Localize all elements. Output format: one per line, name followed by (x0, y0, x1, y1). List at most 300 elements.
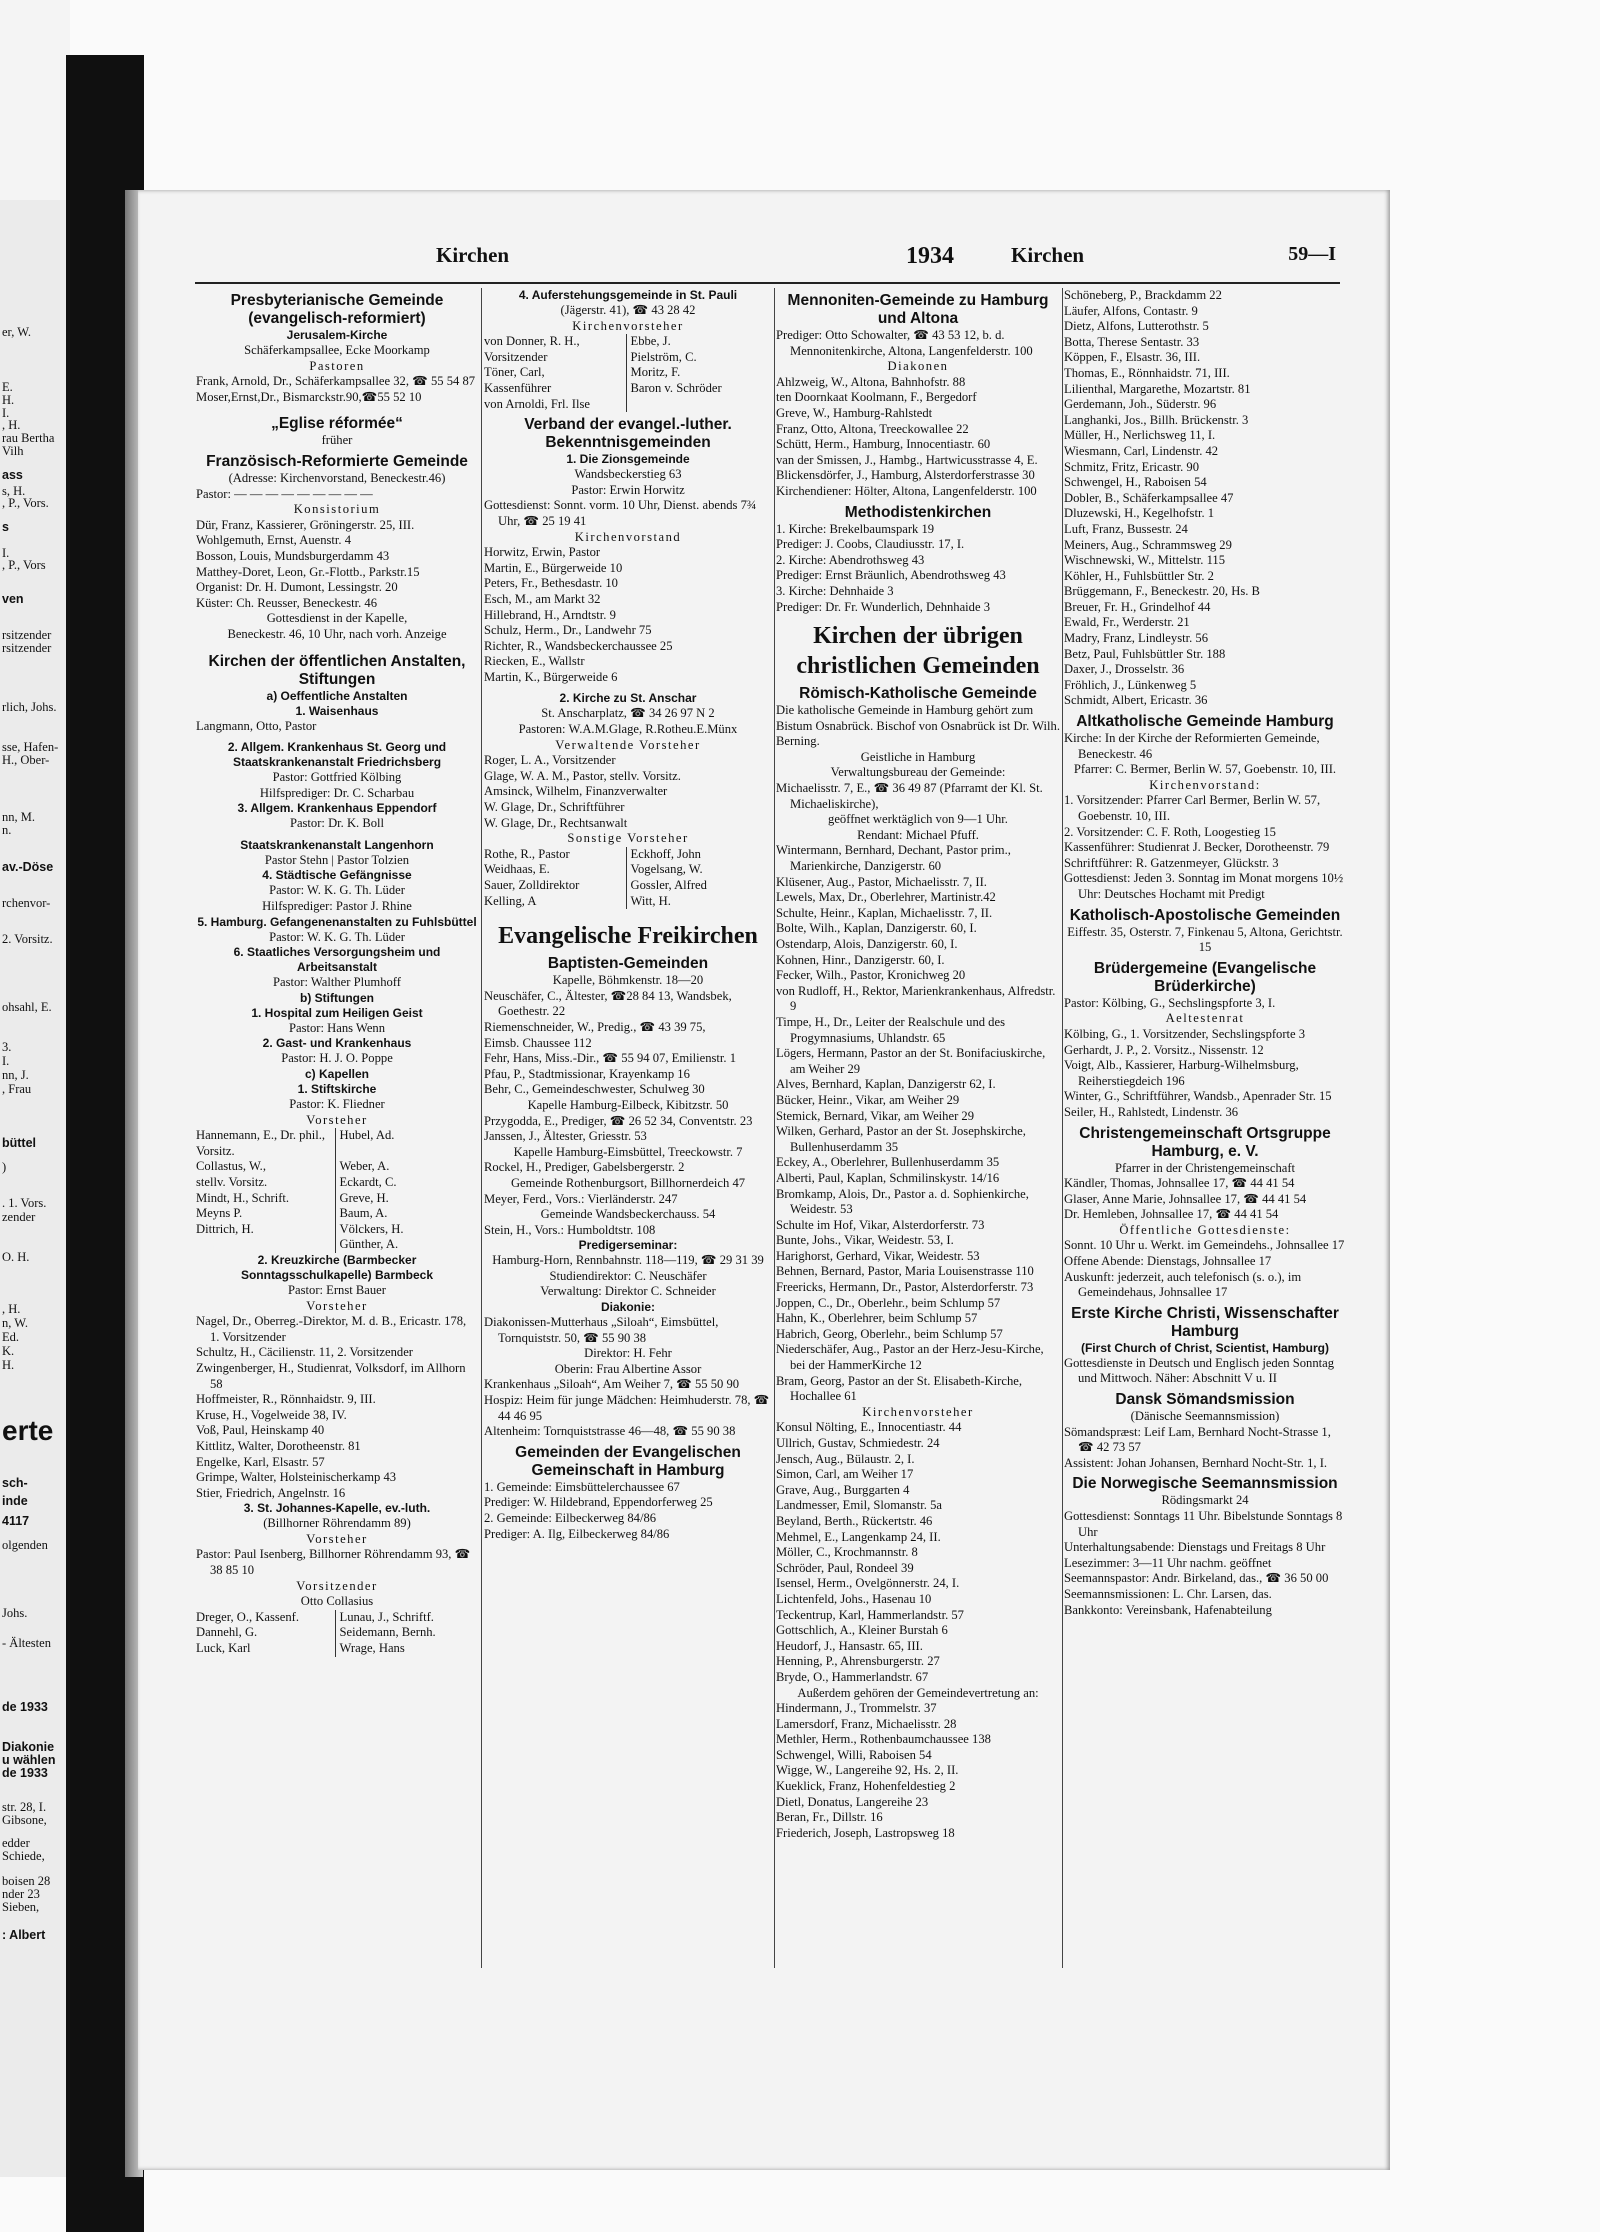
section-heading: Kirchen der übrigen christlichen Gemeinden (796, 623, 1040, 680)
facing-page-text: rsitzender (2, 628, 52, 642)
entry-right: Ebbe, J. (626, 334, 773, 350)
entry-line: Altenheim: Tornquiststrasse 46—48, ☎ 55 90 38 (484, 1424, 736, 1439)
entry-pair-row (196, 1191, 478, 1207)
entry-line: Rödingsmarkt 24 (1161, 1493, 1249, 1508)
entry-pair-row (196, 1128, 478, 1159)
facing-page-text: rsitzender (2, 641, 52, 655)
page-number: 59—I (1288, 243, 1336, 265)
column-divider (1062, 288, 1063, 1968)
entry-left: Töner, Carl, (484, 365, 545, 380)
entry-line: Gottesdienste in Deutsch und Englisch jeden Sonntag und Mittwoch. Näher: Abschnitt V u. II (1064, 1355, 1335, 1386)
entry-line: Sömandspræst: Leif Lam, Bernhard Nocht-Strasse 1, ☎ 42 73 57 (1064, 1424, 1331, 1455)
entry-line: Langmann, Otto, Pastor (196, 718, 317, 733)
entry-line: Methler, Herm., Rothenbaumchaussee 138 (776, 1732, 991, 1747)
entry-line: Glage, W. A. M., Pastor, stellv. Vorsitz. (484, 768, 681, 783)
entry-line: Hamburg-Horn, Rennbahnstr. 118—119, ☎ 29 31 39 (492, 1253, 764, 1268)
entry-line: Peters, Fr., Bethesdastr. 10 (484, 576, 618, 591)
entry-line: Verwaltungsbureau der Gemeinde: (830, 765, 1006, 780)
group-label: Kirchenvorsteher (862, 1404, 974, 1419)
entry-line: Ostendarp, Alois, Danzigerstr. 60, I. (776, 937, 958, 951)
entry-line: Kohnen, Hinr., Danzigerstr. 60, I. (776, 952, 945, 967)
entry-line: Horwitz, Erwin, Pastor (484, 545, 601, 560)
entry-line: Studiendirektor: C. Neuschäfer (549, 1268, 707, 1283)
entry-line: Lesezimmer: 3—11 Uhr nachm. geöffnet (1064, 1555, 1272, 1570)
facing-page-text: n, W. (2, 1316, 29, 1330)
entry-right: Vogelsang, W. (626, 862, 773, 878)
entry-line: Fröhlich, J., Lünkenweg 5 (1064, 677, 1197, 692)
subsection-heading: 1. Die Zionsgemeinde (566, 452, 690, 467)
section-heading: Katholisch-Apostolische Gemeinden (1069, 906, 1341, 924)
group-label: Konsistorium (293, 502, 381, 517)
entry-line: Lichtenfeld, Johs., Hasenau 10 (776, 1591, 932, 1606)
entry-line: Krankenhaus „Siloah“, Am Weiher 7, ☎ 55 50 90 (484, 1377, 740, 1392)
facing-page-text: ) (2, 1160, 7, 1174)
entry-line: Dluzewski, H., Kegelhofstr. 1 (1064, 506, 1215, 521)
entry-line: Voigt, Alb., Kassierer, Harburg-Wilhelmsburg, Reiherstiegdeich 196 (1064, 1058, 1299, 1088)
entry-line: Gottesdienst: Sonntags 11 Uhr. Bibelstunde Sonntags 8 Uhr (1064, 1509, 1343, 1539)
entry-left: Dreger, O., Kassenf. (196, 1609, 300, 1624)
entry-line: Pastor: W. K. G. Th. Lüder (269, 883, 405, 898)
entry-line: 2. Kirche: Abendrothsweg 43 (776, 552, 925, 567)
facing-page-text: , P., Vors (2, 558, 46, 572)
entry-line: Lögers, Hermann, Pastor an der St. Bonifaciuskirche, am Weiher 29 (776, 1046, 1046, 1076)
entry-line: Pastor: Kölbing, G., Sechslingspforte 3, I. (1064, 995, 1276, 1010)
entry-line: Alberti, Paul, Kaplan, Schmilinskystr. 14/16 (776, 1170, 1000, 1185)
entry-line: St. Anscharplatz, ☎ 34 26 97 N 2 (541, 706, 715, 721)
entry-line: Bromkamp, Alois, Dr., Pastor a. d. Sophienkirche, Weidestr. 53 (776, 1186, 1029, 1217)
facing-page-text: rlich, Johs. (2, 700, 57, 714)
entry-right: Moritz, F. (626, 365, 773, 381)
entry-line: Gemeinde Wandsbeckerchauss. 54 (540, 1207, 716, 1222)
facing-page-text: K. (2, 1344, 15, 1358)
entry-line: Schröder, Paul, Rondeel 39 (776, 1560, 914, 1575)
entry-line: Wilken, Gerhard, Pastor an der St. Josephskirche, Bullenhuserdamm 35 (776, 1124, 1026, 1154)
entry-left: Meyns P. (196, 1206, 243, 1221)
entry-line: Die katholische Gemeinde in Hamburg gehört zum Bistum Osnabrück. Bischof von Osnabrück ist Dr. Wilh. Berning. (776, 703, 1060, 749)
entry-line: Läufer, Alfons, Contastr. 9 (1064, 303, 1198, 318)
entry-line: Eimsb. Chaussee 112 (484, 1035, 592, 1050)
facing-page-text: 4117 (2, 1514, 30, 1528)
entry-line: Pastor: Gottfried Kölbing (272, 770, 402, 785)
entry-line: Pastor: Paul Isenberg, Billhorner Röhrendamm 93, ☎ 38 85 10 (196, 1547, 471, 1578)
entry-line: Blickensdörfer, J., Hamburg, Alsterdorferstrasse 30 (776, 468, 1035, 483)
entry-line: Hilfsprediger: Dr. C. Scharbau (259, 785, 415, 800)
entry-pair-row (196, 1222, 478, 1238)
entry-line: Wandsbeckerstieg 63 (574, 467, 682, 482)
entry-line: Landmesser, Emil, Slomanstr. 5a (776, 1498, 942, 1513)
entry-line: Heudorf, J., Hansastr. 65, III. (776, 1638, 923, 1653)
group-label: Öffentliche Gottesdienste: (1119, 1222, 1291, 1237)
entry-line: Beyland, Berth., Rückertstr. 46 (776, 1513, 933, 1528)
entry-left: Kassenführer (484, 380, 552, 395)
entry-pair-row (196, 1641, 478, 1657)
entry-line: Glaser, Anne Marie, Johnsallee 17, ☎ 44 41 54 (1064, 1191, 1307, 1206)
entry-pair-row (196, 1175, 478, 1191)
entry-line: Auskunft: jederzeit, auch telefonisch (s. o.), im Gemeindehaus, Johnsallee 17 (1064, 1269, 1302, 1300)
group-label: Vorsteher (306, 1531, 368, 1546)
entry-line: W. Glage, Dr., Schriftführer (484, 800, 625, 815)
entry-line: Martin, E., Bürgerweide 10 (484, 560, 623, 575)
entry-left: Dannehl, G. (196, 1625, 258, 1640)
entry-line: Pastor: K. Fliedner (289, 1097, 385, 1112)
header-left-title: Kirchen (436, 243, 510, 267)
entry-line: Greve, W., Hamburg-Rahlstedt (776, 405, 933, 420)
column-3 (776, 288, 1060, 1841)
entry-line: Niederschäfer, Aug., Pastor an der Herz-Jesu-Kirche, bei der HammerKirche 12 (776, 1342, 1044, 1373)
entry-line: Wigge, W., Langereihe 92, Hs. 2, II. (776, 1763, 959, 1778)
entry-line: Dietl, Donatus, Langereihe 23 (776, 1794, 929, 1809)
spacer (196, 643, 478, 649)
entry-line: Schöneberg, P., Brackdamm 22 (1064, 288, 1222, 302)
entry-pair-row (484, 350, 772, 366)
entry-line: Ahlzweig, W., Altona, Bahnhofstr. 88 (776, 374, 966, 389)
entry-line: Otto Collasius (300, 1594, 374, 1609)
entry-line: Kapelle, Böhmkenstr. 18—20 (552, 973, 704, 988)
facing-page-text: zender (2, 1210, 36, 1224)
entry-line: Daxer, J., Drosselstr. 36 (1064, 662, 1185, 677)
entry-line: Schmitz, Fritz, Ericastr. 90 (1064, 459, 1200, 474)
group-label: Vorsteher (306, 1112, 368, 1127)
entry-line: Rockel, H., Prediger, Gabelsbergerstr. 2 (484, 1160, 685, 1175)
entry-pair-row (484, 397, 772, 413)
entry-line: Köhler, H., Fuhlsbüttler Str. 2 (1064, 568, 1214, 583)
entry-line: Madry, Franz, Lindleystr. 56 (1064, 631, 1208, 646)
section-heading: „Eglise réformée“ (271, 415, 403, 433)
entry-line: Przygodda, E., Prediger, ☎ 26 52 34, Conventstr. 23 (484, 1113, 753, 1128)
entry-line: Hindermann, J., Trommelstr. 37 (776, 1701, 937, 1716)
facing-page-text: H. (2, 393, 15, 407)
entry-line: Schulz, Herm., Dr., Landwehr 75 (484, 623, 652, 638)
entry-line: Kirchendiener: Hölter, Altona, Langenfelderstr. 100 (776, 483, 1037, 498)
facing-page-text: , H. (2, 418, 21, 432)
subsection-heading: b) Stiftungen (300, 990, 374, 1005)
entry-line: Fecker, Wilh., Pastor, Kronichweg 20 (776, 968, 966, 983)
entry-line: Pastoren: W.A.M.Glage, R.Rotheu.E.Münx (518, 722, 738, 737)
entry-line: Nagel, Dr., Oberreg.-Direktor, M. d. B., Ericastr. 178, 1. Vorsitzender (196, 1314, 467, 1344)
group-label: Sonstige Vorsteher (567, 831, 689, 846)
facing-page-text: ohsahl, E. (2, 1000, 52, 1014)
facing-page-text: büttel (2, 1136, 37, 1150)
facing-page-text: s (2, 520, 9, 534)
entry-line: Wiesmann, Carl, Lindenstr. 42 (1064, 443, 1219, 458)
entry-line: Jensch, Aug., Bülaustr. 2, I. (776, 1451, 915, 1466)
entry-line: von Rudloff, H., Rektor, Marienkrankenhaus, Alfredstr. 9 (776, 983, 1056, 1014)
entry-line: Verwaltung: Direktor C. Schneider (540, 1284, 716, 1299)
entry-pair-row (484, 365, 772, 381)
entry-left: Weidhaas, E. (484, 862, 550, 877)
entry-line: Kölbing, G., 1. Vorsitzender, Sechslingspforte 3 (1064, 1026, 1306, 1041)
column-2 (484, 288, 772, 1542)
entry-line: Isensel, Herm., Ovelgönnerstr. 24, I. (776, 1576, 960, 1591)
section-heading: Verband der evangel.-luther. Bekenntnisgemeinden (524, 416, 732, 452)
facing-page-text: . 1. Vors. (2, 1196, 47, 1210)
entry-line: Michaelisstr. 7, E., ☎ 36 49 87 (Pfarramt der Kl. St. Michaeliskirche), (776, 781, 1043, 811)
facing-page-text: ass (2, 468, 23, 482)
entry-line: Lilienthal, Margarethe, Mozartstr. 81 (1064, 381, 1251, 396)
entry-line: 3. Kirche: Dehnhaide 3 (776, 583, 894, 598)
entry-line: 1. Gemeinde: Eimsbüttelerchaussee 67 (484, 1479, 680, 1494)
entry-line: Stier, Friedrich, Angelnstr. 16 (196, 1485, 346, 1500)
subsection-heading: Jerusalem-Kirche (286, 328, 388, 342)
entry-line: Schulte, Heinr., Kaplan, Michaelisstr. 7, II. (776, 905, 993, 920)
entry-line: Organist: Dr. H. Dumont, Lessingstr. 20 (196, 580, 398, 595)
entry-line: (Billhorner Röhrendamm 89) (263, 1516, 411, 1531)
group-label: Diakonen (887, 359, 949, 374)
entry-line: Hahn, K., Oberlehrer, beim Schlump 57 (776, 1311, 978, 1326)
entry-line: Schultz, H., Cäcilienstr. 11, 2. Vorsitzender (196, 1345, 413, 1360)
facing-page-text: Sieben, (2, 1900, 40, 1914)
entry-line: Wischnewski, W., Mittelstr. 115 (1064, 553, 1225, 568)
subsection-heading: 3. Allgem. Krankenhaus Eppendorf (237, 801, 437, 816)
subsection-heading: 2. Gast- und Krankenhaus (262, 1036, 412, 1051)
facing-page-text: I. (2, 406, 10, 420)
facing-page-text: Schiede, (2, 1849, 45, 1863)
entry-line: Köppen, F., Elsastr. 36, III. (1064, 350, 1201, 365)
header-right-title: Kirchen (1011, 243, 1085, 267)
section-heading: Evangelische Freikirchen (498, 923, 758, 950)
section-heading: Brüdergemeine (Evangelische Brüderkirche) (1093, 959, 1317, 995)
entry-line: Kändler, Thomas, Johnsallee 17, ☎ 44 41 54 (1064, 1176, 1295, 1191)
entry-line: Dr. Hemleben, Johnsallee 17, ☎ 44 41 54 (1064, 1207, 1279, 1222)
column-divider (481, 288, 482, 1968)
entry-left: Vorsitzender (484, 349, 548, 364)
entry-line: Seemannsmissionen: L. Chr. Larsen, das. (1064, 1586, 1272, 1601)
entry-line: Kirche: In der Kirche der Reformierten Gemeinde, Beneckestr. 46 (1064, 731, 1320, 761)
entry-left: von Donner, R. H., (484, 334, 580, 349)
running-header (306, 243, 1336, 277)
facing-page-text: - Ältesten (2, 1636, 51, 1650)
subsection-heading: 1. Hospital zum Heiligen Geist (251, 1005, 423, 1020)
subsection-heading: Diakonie: (600, 1300, 655, 1315)
entry-line: Schwengel, Willi, Raboisen 54 (776, 1747, 932, 1762)
entry-line: Pfarrer in der Christengemeinschaft (1114, 1160, 1296, 1175)
section-heading: Presbyterianische Gemeinde (evangelisch-reformiert) (230, 292, 444, 327)
subsection-heading: 2. Kirche zu St. Anschar (559, 691, 697, 706)
entry-line: Lewels, Max, Dr., Oberlehrer, Martinistr.42 (776, 890, 996, 905)
entry-line: Bram, Georg, Pastor an der St. Elisabeth-Kirche, Hochallee 61 (776, 1373, 1022, 1404)
entry-right: Greve, H. (335, 1191, 479, 1207)
entry-line: Gottesdienst: Jeden 3. Sonntag im Monat morgens 10½ Uhr: Deutsches Hochamt mit Predigt (1064, 871, 1344, 901)
entry-line: Kassenführer: Studienrat J. Becker, Dorotheenstr. 79 (1064, 840, 1330, 855)
entry-line: Hospiz: Heim für junge Mädchen: Heimhuderstr. 78, ☎ 44 46 95 (484, 1393, 770, 1423)
entry-line: Harighorst, Gerhard, Vikar, Weidestr. 53 (776, 1248, 980, 1263)
facing-page-text: edder (2, 1836, 30, 1850)
entry-line: Beran, Fr., Dillstr. 16 (776, 1810, 883, 1825)
entry-line: Esch, M., am Markt 32 (484, 591, 601, 606)
facing-page-text: er, W. (2, 325, 32, 339)
entry-line: Brüggemann, F., Beneckestr. 20, Hs. B (1064, 584, 1260, 599)
entry-line: Bücker, Heinr., Vikar, am Weiher 29 (776, 1092, 960, 1107)
subsection-heading: a) Oeffentliche Anstalten (266, 688, 408, 703)
facing-page-text: de 1933 (2, 1766, 48, 1780)
entry-pair-row (484, 847, 772, 863)
facing-page-text: inde (2, 1494, 28, 1508)
entry-line: Schwengel, H., Raboisen 54 (1064, 475, 1207, 490)
entry-line: Prediger: Dr. Fr. Wunderlich, Dehnhaide 3 (776, 599, 991, 614)
section-heading: Methodistenkirchen (844, 503, 992, 521)
entry-line: Gottesdienst: Sonnt. vorm. 10 Uhr, Dienst. abends 7¾ Uhr, ☎ 25 19 41 (484, 498, 757, 528)
entry-line: Hillebrand, H., Arndtstr. 9 (484, 607, 616, 622)
facing-page-text: 3. (2, 1040, 12, 1054)
entry-line: (Jägerstr. 41), ☎ 43 28 42 (560, 303, 696, 317)
section-heading: Mennoniten-Gemeinde zu Hamburg und Altona (787, 292, 1049, 327)
entry-line: Dietz, Alfons, Lutterothstr. 5 (1064, 319, 1209, 334)
facing-page-text: de 1933 (2, 1700, 48, 1714)
facing-page-text: s, H. (2, 484, 26, 498)
entry-line: Alves, Bernhard, Kaplan, Danzigerstr 62, I. (776, 1077, 996, 1092)
entry-left: stellv. Vorsitz. (196, 1175, 268, 1189)
entry-line: Mehmel, E., Langenkamp 24, II. (776, 1529, 941, 1544)
entry-line: früher (321, 433, 353, 448)
entry-pair-row (484, 334, 772, 350)
entry-line: Pastor Stehn | Pastor Tolzien (264, 852, 410, 867)
entry-right: Baron v. Schröder (626, 381, 773, 397)
entry-left: Luck, Karl (196, 1641, 251, 1656)
entry-line: Sonnt. 10 Uhr u. Werkt. im Gemeindehs., Johnsallee 17 (1064, 1238, 1345, 1253)
entry-line: Breuer, Fr. H., Grindelhof 44 (1064, 599, 1211, 614)
entry-line: Offene Abende: Dienstags, Johnsallee 17 (1064, 1254, 1272, 1269)
section-heading: Gemeinden der Evangelischen Gemeinschaft in Hamburg (515, 1443, 741, 1479)
entry-right: Baum, A. (335, 1206, 479, 1222)
entry-line: Lamersdorf, Franz, Michaelisstr. 28 (776, 1716, 957, 1731)
entry-pair-row (484, 381, 772, 397)
group-label: Kirchenvorsteher (572, 318, 684, 333)
subsection-heading: 2. Kreuzkirche (Barmbecker Sonntagsschulkapelle) Barmbeck (240, 1252, 434, 1282)
entry-line: Schäferkampsallee, Ecke Moorkamp (244, 343, 430, 357)
entry-line: 2. Gemeinde: Eilbeckerweg 84/86 (484, 1511, 657, 1525)
group-label: Kirchenvorstand: (1149, 777, 1261, 792)
entry-line: (Adresse: Kirchenvorstand, Beneckestr.46) (228, 470, 446, 485)
entry-line: Pastor: Ernst Bauer (288, 1282, 386, 1297)
entry-line: Assistent: Johan Johansen, Bernhard Nocht-Str. 1, I. (1064, 1455, 1328, 1470)
spacer (196, 405, 478, 411)
facing-page-text: Diakonie (2, 1740, 55, 1754)
group-label: Vorsitzender (296, 1578, 378, 1593)
entry-line: Pastor: Hans Wenn (289, 1020, 385, 1035)
entry-line: Moser,Ernst,Dr., Bismarckstr.90,☎55 52 10 (196, 389, 422, 404)
facing-page-text: erte (2, 1415, 54, 1446)
entry-line: geöffnet werktäglich von 9—1 Uhr. (828, 812, 1008, 827)
entry-line: Prediger: W. Hildebrand, Eppendorferweg 25 (484, 1495, 713, 1510)
entry-line: Freericks, Hermann, Dr., Pastor, Alsterdorferstr. 73 (776, 1280, 1034, 1295)
entry-line: Hilfsprediger: Pastor J. Rhine (262, 899, 412, 914)
entry-line: Klüsener, Aug., Pastor, Michaelisstr. 7, II. (776, 874, 987, 889)
facing-page-text: nn, J. (2, 1068, 29, 1082)
entry-line: Meyer, Ferd., Vors.: Vierländerstr. 247 (484, 1191, 678, 1206)
entry-line: Amsinck, Wilhelm, Finanzverwalter (484, 784, 668, 799)
section-heading: Die Norwegische Seemannsmission (1072, 1475, 1338, 1493)
entry-right: Pielström, C. (626, 350, 773, 366)
facing-page-text: , H. (2, 1302, 21, 1316)
group-label: Aeltestenrat (1165, 1011, 1245, 1026)
entry-line: Grimpe, Walter, Holsteinischerkamp 43 (196, 1470, 397, 1485)
section-heading: Kirchen der öffentlichen Anstalten, Stiftungen (208, 652, 466, 688)
entry-line: Richter, R., Wandsbeckerchaussee 25 (484, 638, 673, 653)
facing-page-text: H. (2, 1358, 15, 1372)
entry-line: Meiners, Aug., Schrammsweg 29 (1064, 537, 1232, 552)
facing-page-text: Johs. (2, 1606, 28, 1620)
entry-line: W. Glage, Dr., Rechtsanwalt (484, 815, 628, 830)
entry-line: Luft, Franz, Bussestr. 24 (1064, 521, 1188, 536)
entry-line: Gemeinde Rothenburgsort, Billhornerdeich 47 (510, 1175, 746, 1190)
facing-page-text: Gibsone, (2, 1813, 47, 1827)
entry-line: Zwingenberger, H., Studienrat, Volksdorf, im Allhorn 58 (196, 1360, 466, 1391)
entry-line: Gottesdienst in der Kapelle, (266, 611, 408, 626)
facing-page-text: av.-Döse (2, 860, 54, 874)
entry-right: Hubel, Ad. (335, 1128, 479, 1159)
facing-page-text: rau Bertha (2, 431, 55, 445)
facing-page-text: sch- (2, 1476, 28, 1490)
entry-line: Engelke, Karl, Elsastr. 57 (196, 1454, 325, 1469)
entry-line: Dür, Franz, Kassierer, Gröningerstr. 25, III. (196, 517, 415, 532)
entry-line: Franz, Otto, Altona, Treeckowallee 22 (776, 421, 969, 436)
entry-line: Rendant: Michael Pfuff. (857, 827, 979, 842)
entry-line: ten Doornkaat Koolmann, F., Bergedorf (776, 390, 977, 405)
entry-left: Rothe, R., Pastor (484, 846, 570, 861)
subsection-heading: 3. St. Johannes-Kapelle, ev.-luth. (243, 1501, 431, 1516)
entry-line: 1. Vorsitzender: Pfarrer Carl Bermer, Berlin W. 57, Goebenstr. 10, III. (1064, 793, 1321, 823)
entry-line: Roger, L. A., Vorsitzender (484, 753, 616, 768)
entry-line: Pfarrer: C. Bermer, Berlin W. 57, Goebenstr. 10, III. (1073, 762, 1337, 777)
entry-line: Pastor: Walther Plumhoff (273, 975, 401, 990)
entry-line: Ullrich, Gustav, Schmiedestr. 24 (776, 1436, 940, 1450)
entry-line: Bolte, Wilh., Kaplan, Danzigerstr. 60, I. (776, 921, 977, 936)
entry-line: Kapelle Hamburg-Eimsbüttel, Treeckowstr. 7 (513, 1144, 743, 1159)
entry-line: Henning, P., Ahrensburgerstr. 27 (776, 1654, 940, 1669)
facing-page-text: H., Ober- (2, 753, 50, 767)
section-heading: Christengemeinschaft Ortsgruppe Hamburg, e. V. (1079, 1124, 1331, 1160)
entry-line: Dobler, B., Schäferkampsallee 47 (1064, 490, 1234, 505)
entry-line: Janssen, J., Ältester, Griesstr. 53 (484, 1129, 647, 1144)
entry-line: Prediger: Otto Schowalter, ☎ 43 53 12, b. d. Mennonitenkirche, Altona, Langenfelderstr. 100 (776, 328, 1033, 358)
entry-line: Eiffestr. 35, Osterstr. 7, Finkenau 5, Altona, Gerichtstr. 15 (1067, 924, 1343, 955)
entry-line: Möller, C., Krochmannstr. 8 (776, 1545, 918, 1560)
subsection-heading: 1. Waisenhaus (295, 703, 379, 718)
facing-page-text: O. H. (2, 1250, 30, 1264)
subsection-heading: 2. Allgem. Krankenhaus St. Georg und Staatskrankenanstalt Friedrichsberg (227, 740, 447, 770)
entry-line: Pastor: W. K. G. Th. Lüder (269, 929, 405, 944)
facing-page-text: sse, Hafen- (2, 740, 59, 754)
subsection-heading: (First Church of Christ, Scientist, Hamburg) (1080, 1340, 1329, 1355)
subsection-heading: 1. Stiftskirche (297, 1082, 377, 1097)
entry-left: Hannemann, E., Dr. phil., Vorsitz. (196, 1128, 326, 1158)
column-4 (1064, 288, 1346, 1618)
entry-line: Joppen, C., Dr., Oberlehr., beim Schlump 57 (776, 1295, 1001, 1310)
facing-page-text: I. (2, 546, 10, 560)
entry-line: Behr, C., Gemeindeschwester, Schulweg 30 (484, 1082, 705, 1097)
entry-line: Pfau, P., Stadtmissionar, Krayenkamp 16 (484, 1066, 690, 1081)
entry-right: Völckers, H. (335, 1222, 479, 1238)
facing-page-text: n. (2, 823, 12, 837)
group-label: Pastoren (309, 358, 365, 373)
group-label: Verwaltende Vorsteher (555, 737, 701, 752)
entry-line: Küster: Ch. Reusser, Beneckestr. 46 (196, 595, 378, 610)
entry-line: Bryde, O., Hammerlandstr. 67 (776, 1669, 929, 1684)
facing-page-text: nn, M. (2, 810, 35, 824)
entry-line: Frank, Arnold, Dr., Schäferkampsallee 32, ☎ 55 54 87 (196, 374, 476, 389)
entry-right: Eckhoff, John (626, 847, 773, 863)
section-heading: Baptisten-Gemeinden (547, 955, 709, 973)
entry-right: Wrage, Hans (335, 1641, 479, 1657)
entry-line: Eckey, A., Oberlehrer, Bullenhuserdamm 35 (776, 1155, 1000, 1170)
entry-line: Kueklick, Franz, Hohenfeldestieg 2 (776, 1779, 956, 1794)
entry-line: Fehr, Hans, Miss.-Dir., ☎ 55 94 07, Emilienstr. 1 (484, 1051, 737, 1066)
facing-page-text: : Albert (2, 1928, 46, 1942)
entry-line: Geistliche in Hamburg (860, 749, 976, 764)
entry-line: Behnen, Bernard, Pastor, Maria Louisenstrasse 110 (776, 1264, 1034, 1279)
entry-line: Wintermann, Bernhard, Dechant, Pastor prim., Marienkirche, Danzigerstr. 60 (776, 843, 1011, 874)
entry-line: Langhanki, Jos., Billh. Brückenstr. 3 (1064, 412, 1249, 427)
